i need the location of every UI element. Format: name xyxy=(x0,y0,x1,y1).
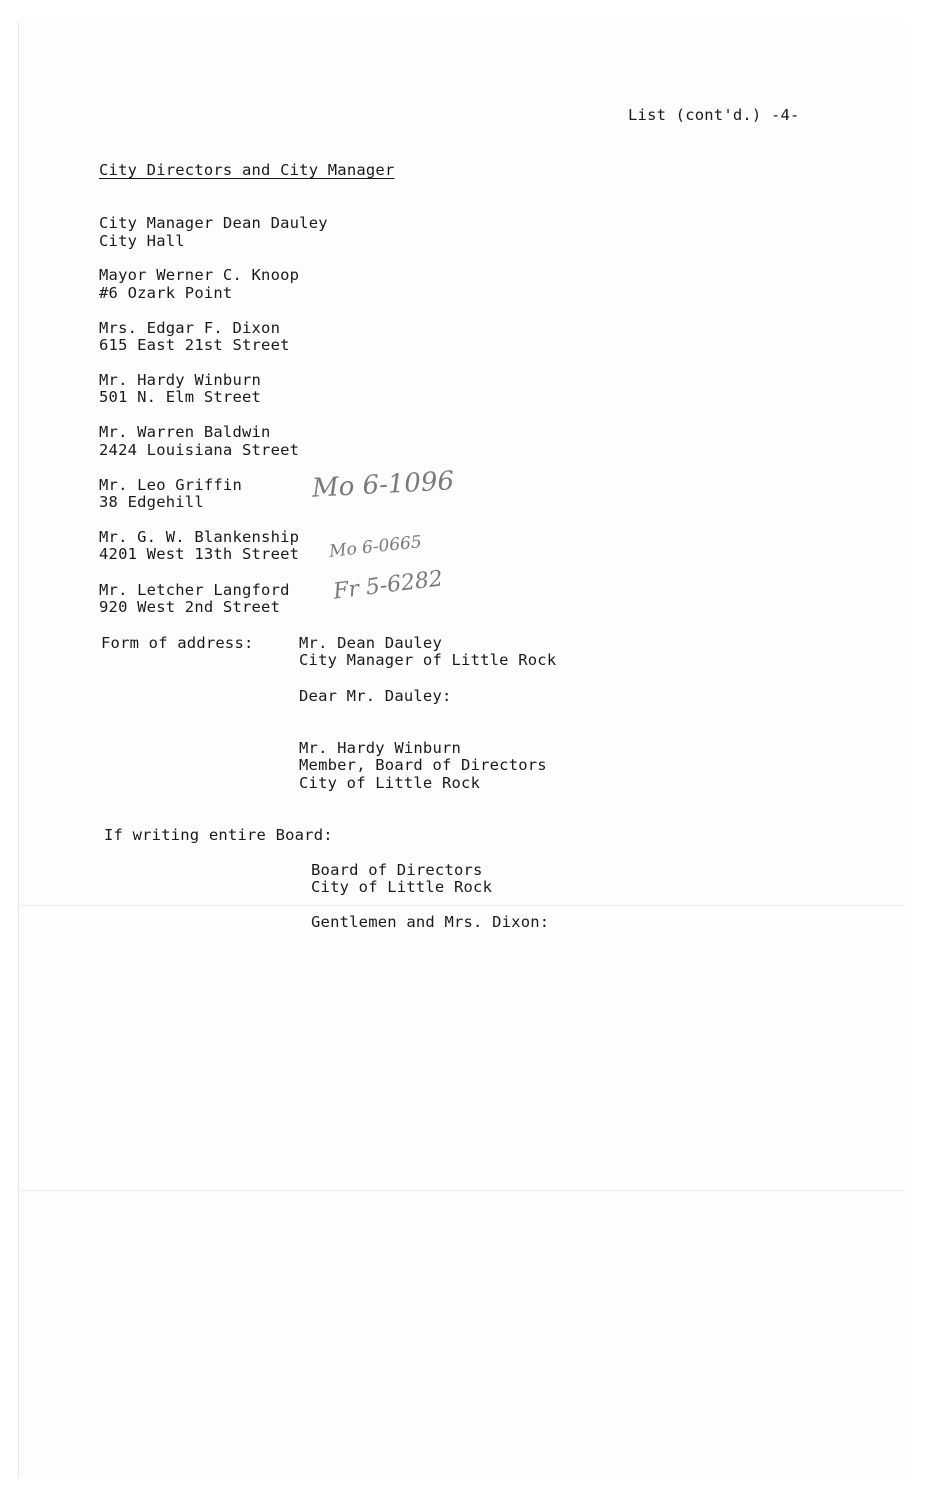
entry-address: 38 Edgehill xyxy=(99,493,204,511)
entry-name: City Manager Dean Dauley xyxy=(99,214,328,232)
handwritten-phone-note: Mo 6-1096 xyxy=(311,466,455,504)
entry-address: City Hall xyxy=(99,232,185,250)
section-title: City Directors and City Manager xyxy=(99,161,395,179)
address-line: Mr. Hardy Winburn xyxy=(299,739,462,757)
address-line: City Manager of Little Rock xyxy=(299,651,557,669)
address-line: City of Little Rock xyxy=(311,878,493,896)
entry-address: 2424 Louisiana Street xyxy=(99,441,300,459)
entry-name: Mr. Leo Griffin xyxy=(99,476,242,494)
form-of-address-label: Form of address: xyxy=(101,634,254,652)
entry-address: 920 West 2nd Street xyxy=(99,598,281,616)
entry-name: Mayor Werner C. Knoop xyxy=(99,266,300,284)
entry-name: Mr. Hardy Winburn xyxy=(99,371,262,389)
address-line: Board of Directors xyxy=(311,861,483,879)
entry-name: Mr. G. W. Blankenship xyxy=(99,528,300,546)
page-label: List (cont'd.) -4- xyxy=(628,106,800,124)
fold-line xyxy=(18,905,904,906)
handwritten-phone-note: Mo 6-0665 xyxy=(328,532,423,562)
salutation: Dear Mr. Dauley: xyxy=(299,687,452,705)
entire-board-label: If writing entire Board: xyxy=(104,826,333,844)
entry-name: Mr. Warren Baldwin xyxy=(99,423,271,441)
address-line: Member, Board of Directors xyxy=(299,756,547,774)
entry-address: 4201 West 13th Street xyxy=(99,545,300,563)
handwritten-phone-note: Fr 5-6282 xyxy=(331,566,445,605)
address-line: Mr. Dean Dauley xyxy=(299,634,442,652)
entry-address: #6 Ozark Point xyxy=(99,284,233,302)
entry-name: Mrs. Edgar F. Dixon xyxy=(99,319,281,337)
entry-address: 615 East 21st Street xyxy=(99,336,290,354)
fold-line xyxy=(18,1190,904,1191)
entry-address: 501 N. Elm Street xyxy=(99,388,262,406)
address-line: City of Little Rock xyxy=(299,774,481,792)
entry-name: Mr. Letcher Langford xyxy=(99,581,290,599)
salutation: Gentlemen and Mrs. Dixon: xyxy=(311,913,550,931)
